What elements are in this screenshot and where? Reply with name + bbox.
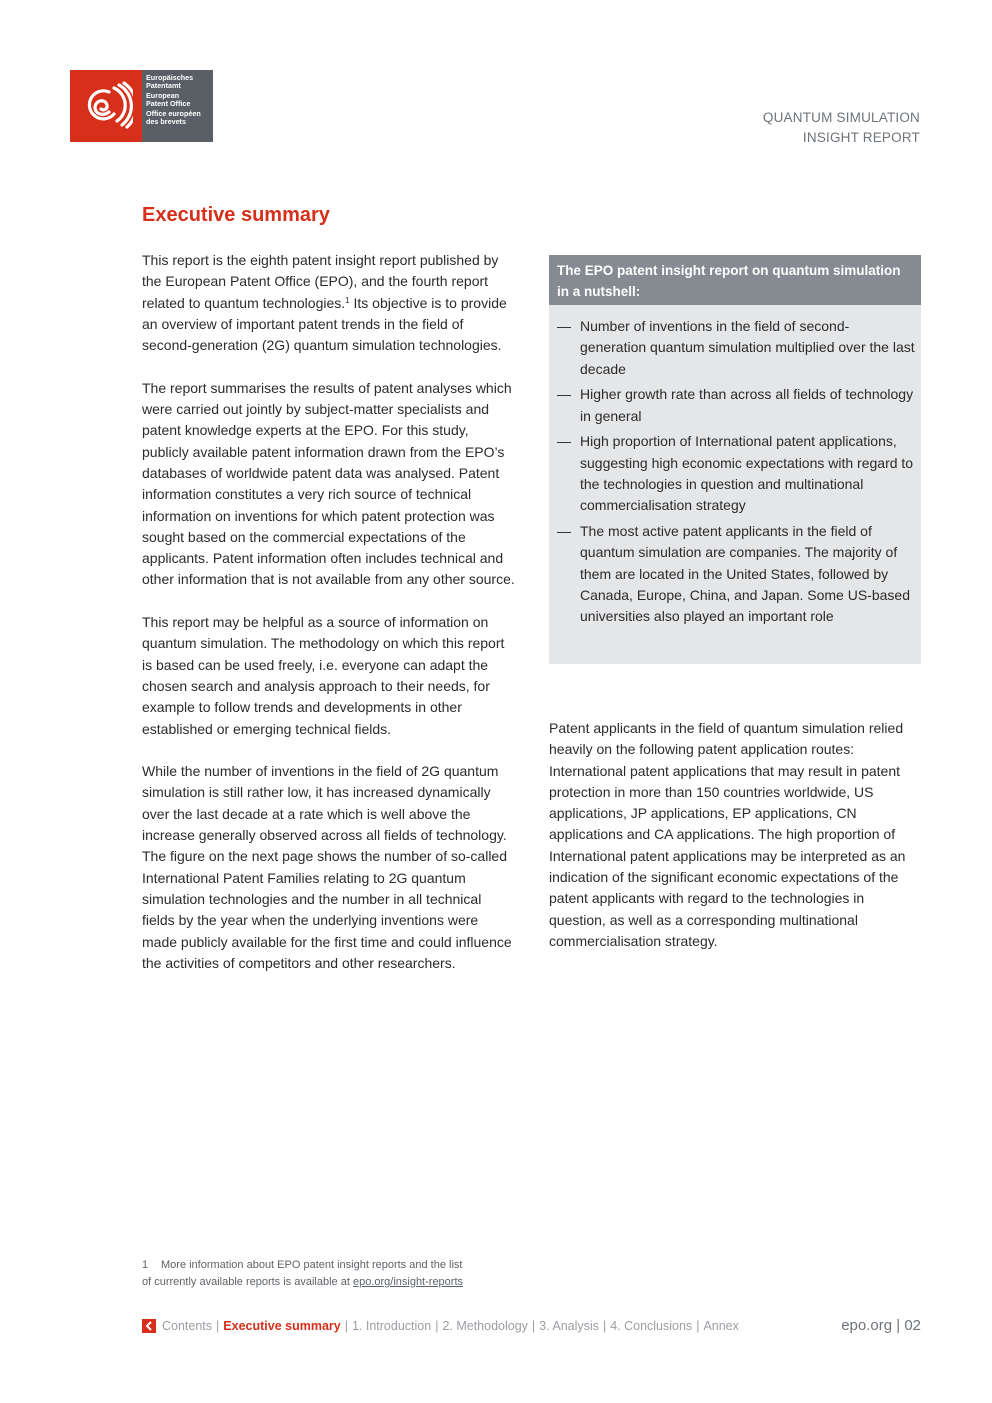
list-item [557, 521, 915, 627]
list-item-text: Number of inventions in the field of second-generation quantum simulation multiplied over the last decade [580, 318, 915, 377]
page-number: 02 [904, 1317, 921, 1334]
nav-separator: | [216, 1319, 220, 1333]
logo-line: Patentamt [146, 81, 181, 90]
nav-separator: | [344, 1319, 348, 1333]
page-title: Executive summary [142, 204, 330, 226]
footnote-number: 1 [142, 1259, 149, 1271]
nav-separator: | [531, 1319, 536, 1333]
logo-line: des brevets [146, 117, 186, 126]
paragraph [142, 250, 517, 356]
list-item [557, 384, 915, 427]
insight-reports-link[interactable]: epo.org/insight-reports [352, 1276, 464, 1288]
nav-separator: | [435, 1319, 439, 1333]
logo-line: Office européen [146, 109, 201, 118]
nav-separator: | [602, 1319, 607, 1333]
logo-line: European [146, 91, 180, 100]
logo-line: Patent Office [146, 99, 191, 108]
epo-logo-icon [70, 70, 142, 142]
footer-navigation [142, 1319, 739, 1333]
nav-conclusions[interactable]: 4. Conclusions [610, 1319, 693, 1333]
paragraph-text: This report is the eighth patent insight report published by the European Patent Office (EPO), and the fourth report related to quantum technologies. [142, 252, 499, 311]
nav-annex[interactable]: Annex [703, 1319, 739, 1333]
dash-bullet: — [557, 386, 571, 403]
logo-line: Europäisches [146, 73, 194, 82]
footnote-ref[interactable]: 1 [345, 295, 350, 305]
nutshell-box [549, 255, 921, 664]
report-header-line2: INSIGHT REPORT [802, 130, 920, 145]
report-header [763, 108, 920, 148]
nav-methodology[interactable]: 2. Methodology [442, 1319, 528, 1333]
paragraph: The report summarises the results of patent analyses which were carried out jointly by subject-matter specialists and patent knowledge experts at the EPO. For this study, publicly available patent information drawn from the EPO’s databases of worldwide patent data was analysed. Patent information constitutes a very rich source of technical information on inventions for which patent protection was sought based on the commercial expectations of the applicants. Patent information often includes technical and other information that is not available from any other source. [142, 379, 515, 588]
list-item [557, 431, 915, 516]
footer-separator: | [896, 1317, 901, 1334]
dash-bullet: — [557, 433, 571, 450]
report-header-line1: QUANTUM SIMULATION [762, 110, 920, 125]
paragraph-text: Its objective is to provide an overview of important patent trends in the field of second-generation (2G) quantum simulation technologies. [142, 294, 507, 354]
right-column [549, 718, 921, 952]
site-link[interactable]: epo.org [841, 1317, 893, 1334]
epo-logo [70, 70, 213, 142]
nav-separator: | [696, 1319, 700, 1333]
list-item-text: The most active patent applicants in the field of quantum simulation are companies. The majority of them are located in the United States, followed by Canada, Europe, China, and Japan. Some US-based universities also played an important role [580, 523, 910, 625]
nutshell-list [549, 305, 921, 628]
nav-analysis[interactable]: 3. Analysis [539, 1319, 599, 1333]
nutshell-heading: The EPO patent insight report on quantum simulation in a nutshell: [549, 255, 921, 305]
nav-contents[interactable]: Contents [162, 1319, 213, 1333]
paragraph: This report may be helpful as a source of information on quantum simulation. The methodology on which this report is based can be used freely, i.e. everyone can adapt the chosen search and analysis approach to their needs, for example to follow trends and developments in other established or emerging technical fields. [142, 614, 505, 737]
list-item-text: High proportion of International patent applications, suggesting high economic expectations with regard to the technologies in question and multinational commercialisation strategy [580, 433, 914, 514]
paragraph: Patent applicants in the field of quantum simulation relied heavily on the following patent application routes: International patent applications that may result in patent protection in more than 150 countries worldwide, US applications, JP applications, EP applications, CN applications and CA applications. The high proportion of International patent applications may be interpreted as an indication of the significant economic expectations of the patent applicants with regard to the technologies in question, as well as a corresponding multinational commercialisation strategy. [549, 720, 906, 949]
footnote-text: More information about EPO patent insight reports and the list [161, 1259, 463, 1271]
nav-introduction[interactable]: 1. Introduction [351, 1319, 432, 1333]
left-column [142, 250, 517, 974]
chevron-left-icon[interactable] [142, 1319, 156, 1333]
list-item [557, 316, 915, 380]
nav-executive-summary[interactable]: Executive summary [223, 1319, 341, 1333]
dash-bullet: — [557, 318, 571, 334]
footnote-text: of currently available reports is available at [142, 1276, 353, 1288]
page-footer [841, 1317, 921, 1334]
list-item-text: Higher growth rate than across all fields of technology in general [580, 386, 914, 424]
footnote [142, 1257, 463, 1291]
logo-text [142, 70, 213, 142]
paragraph: While the number of inventions in the field of 2G quantum simulation is still rather low, it has increased dynamically over the last decade at a rate which is well above the increase generally observed across all fields of technology. The figure on the next page shows the number of so-called International Patent Families relating to 2G quantum simulation technologies and the number in all technical fields by the year when the underlying inventions were made publicly available for the first time and could influence the activities of competitors and other researchers. [142, 763, 512, 971]
dash-bullet: — [557, 523, 571, 540]
